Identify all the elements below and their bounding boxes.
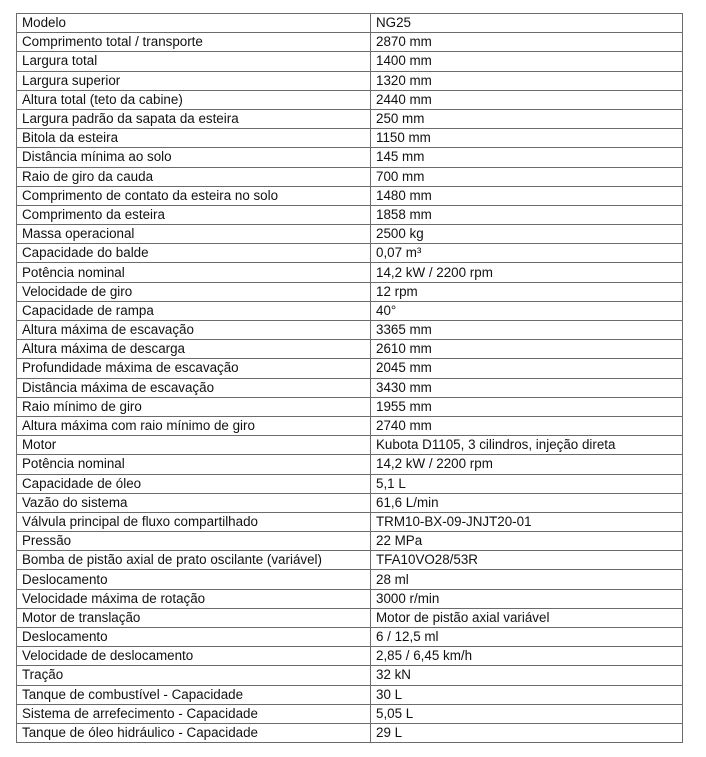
spec-value-cell: 6 / 12,5 ml [371, 628, 683, 647]
spec-value-cell: 2740 mm [371, 416, 683, 435]
spec-value-cell: 1858 mm [371, 205, 683, 224]
spec-value-cell: 3365 mm [371, 321, 683, 340]
spec-label-cell: Velocidade máxima de rotação [17, 589, 371, 608]
spec-label-cell: Largura padrão da sapata da esteira [17, 109, 371, 128]
spec-value-cell: TRM10-BX-09-JNJT20-01 [371, 512, 683, 531]
spec-value-cell: 2500 kg [371, 225, 683, 244]
spec-label-cell: Tração [17, 666, 371, 685]
table-row [17, 474, 683, 493]
spec-value-cell: 22 MPa [371, 532, 683, 551]
table-row [17, 455, 683, 474]
table-row [17, 723, 683, 742]
table-row [17, 512, 683, 531]
spec-value-cell: 3000 r/min [371, 589, 683, 608]
spec-value-cell: 2045 mm [371, 359, 683, 378]
spec-value-cell: TFA10VO28/53R [371, 551, 683, 570]
spec-value-cell: 2610 mm [371, 340, 683, 359]
spec-value-cell: 1400 mm [371, 52, 683, 71]
table-row [17, 14, 683, 33]
spec-label-cell: Comprimento de contato da esteira no solo [17, 186, 371, 205]
spec-label-cell: Altura máxima de descarga [17, 340, 371, 359]
spec-value-cell: 29 L [371, 723, 683, 742]
spec-label-cell: Profundidade máxima de escavação [17, 359, 371, 378]
spec-value-cell: 145 mm [371, 148, 683, 167]
spec-label-cell: Vazão do sistema [17, 493, 371, 512]
spec-value-cell: 12 rpm [371, 282, 683, 301]
spec-label-cell: Pressão [17, 532, 371, 551]
table-row [17, 225, 683, 244]
table-row [17, 129, 683, 148]
table-row [17, 378, 683, 397]
table-row [17, 647, 683, 666]
table-row [17, 205, 683, 224]
table-row [17, 532, 683, 551]
spec-value-cell: 5,1 L [371, 474, 683, 493]
table-row [17, 186, 683, 205]
spec-label-cell: Raio mínimo de giro [17, 397, 371, 416]
table-row [17, 608, 683, 627]
spec-label-cell: Motor de translação [17, 608, 371, 627]
spec-label-cell: Capacidade do balde [17, 244, 371, 263]
spec-label-cell: Raio de giro da cauda [17, 167, 371, 186]
table-row [17, 551, 683, 570]
spec-label-cell: Altura máxima de escavação [17, 321, 371, 340]
spec-label-cell: Tanque de combustível - Capacidade [17, 685, 371, 704]
spec-label-cell: Distância mínima ao solo [17, 148, 371, 167]
spec-label-cell: Capacidade de óleo [17, 474, 371, 493]
table-row [17, 90, 683, 109]
spec-label-cell: Tanque de óleo hidráulico - Capacidade [17, 723, 371, 742]
spec-value-cell: 2870 mm [371, 33, 683, 52]
spec-label-cell: Comprimento da esteira [17, 205, 371, 224]
spec-label-cell: Sistema de arrefecimento - Capacidade [17, 704, 371, 723]
spec-value-cell: 1480 mm [371, 186, 683, 205]
table-row [17, 436, 683, 455]
spec-value-cell: 1955 mm [371, 397, 683, 416]
spec-value-cell: 28 ml [371, 570, 683, 589]
spec-label-cell: Largura total [17, 52, 371, 71]
spec-value-cell: Kubota D1105, 3 cilindros, injeção direta [371, 436, 683, 455]
spec-value-cell: 3430 mm [371, 378, 683, 397]
spec-label-cell: Altura máxima com raio mínimo de giro [17, 416, 371, 435]
table-row [17, 704, 683, 723]
spec-label-cell: Largura superior [17, 71, 371, 90]
table-row [17, 282, 683, 301]
spec-value-cell: 14,2 kW / 2200 rpm [371, 263, 683, 282]
spec-label-cell: Velocidade de giro [17, 282, 371, 301]
table-row [17, 340, 683, 359]
spec-value-cell: 5,05 L [371, 704, 683, 723]
table-row [17, 666, 683, 685]
table-row [17, 589, 683, 608]
spec-label-cell: Deslocamento [17, 628, 371, 647]
spec-label-cell: Velocidade de deslocamento [17, 647, 371, 666]
spec-value-cell: 2,85 / 6,45 km/h [371, 647, 683, 666]
spec-value-cell: 30 L [371, 685, 683, 704]
table-row [17, 570, 683, 589]
table-row [17, 301, 683, 320]
table-row [17, 52, 683, 71]
spec-value-cell: 1150 mm [371, 129, 683, 148]
spec-value-cell: 250 mm [371, 109, 683, 128]
table-row [17, 359, 683, 378]
spec-value-cell: 0,07 m³ [371, 244, 683, 263]
spec-label-cell: Modelo [17, 14, 371, 33]
spec-label-cell: Massa operacional [17, 225, 371, 244]
table-row [17, 416, 683, 435]
spec-value-cell: 700 mm [371, 167, 683, 186]
spec-label-cell: Distância máxima de escavação [17, 378, 371, 397]
spec-table [16, 13, 683, 743]
table-row [17, 321, 683, 340]
spec-value-cell: 14,2 kW / 2200 rpm [371, 455, 683, 474]
table-row [17, 263, 683, 282]
spec-value-cell: Motor de pistão axial variável [371, 608, 683, 627]
spec-label-cell: Deslocamento [17, 570, 371, 589]
table-row [17, 685, 683, 704]
table-row [17, 628, 683, 647]
spec-value-cell: 32 kN [371, 666, 683, 685]
table-row [17, 148, 683, 167]
spec-label-cell: Capacidade de rampa [17, 301, 371, 320]
spec-value-cell: 1320 mm [371, 71, 683, 90]
spec-value-cell: NG25 [371, 14, 683, 33]
spec-value-cell: 2440 mm [371, 90, 683, 109]
table-row [17, 33, 683, 52]
table-row [17, 493, 683, 512]
spec-label-cell: Comprimento total / transporte [17, 33, 371, 52]
table-row [17, 109, 683, 128]
spec-value-cell: 61,6 L/min [371, 493, 683, 512]
spec-label-cell: Motor [17, 436, 371, 455]
table-row [17, 167, 683, 186]
spec-label-cell: Potência nominal [17, 263, 371, 282]
spec-label-cell: Válvula principal de fluxo compartilhado [17, 512, 371, 531]
spec-label-cell: Bomba de pistão axial de prato oscilante (variável) [17, 551, 371, 570]
table-row [17, 244, 683, 263]
table-row [17, 397, 683, 416]
spec-table-body [17, 14, 683, 743]
spec-label-cell: Potência nominal [17, 455, 371, 474]
table-row [17, 71, 683, 90]
spec-label-cell: Altura total (teto da cabine) [17, 90, 371, 109]
spec-value-cell: 40° [371, 301, 683, 320]
spec-label-cell: Bitola da esteira [17, 129, 371, 148]
